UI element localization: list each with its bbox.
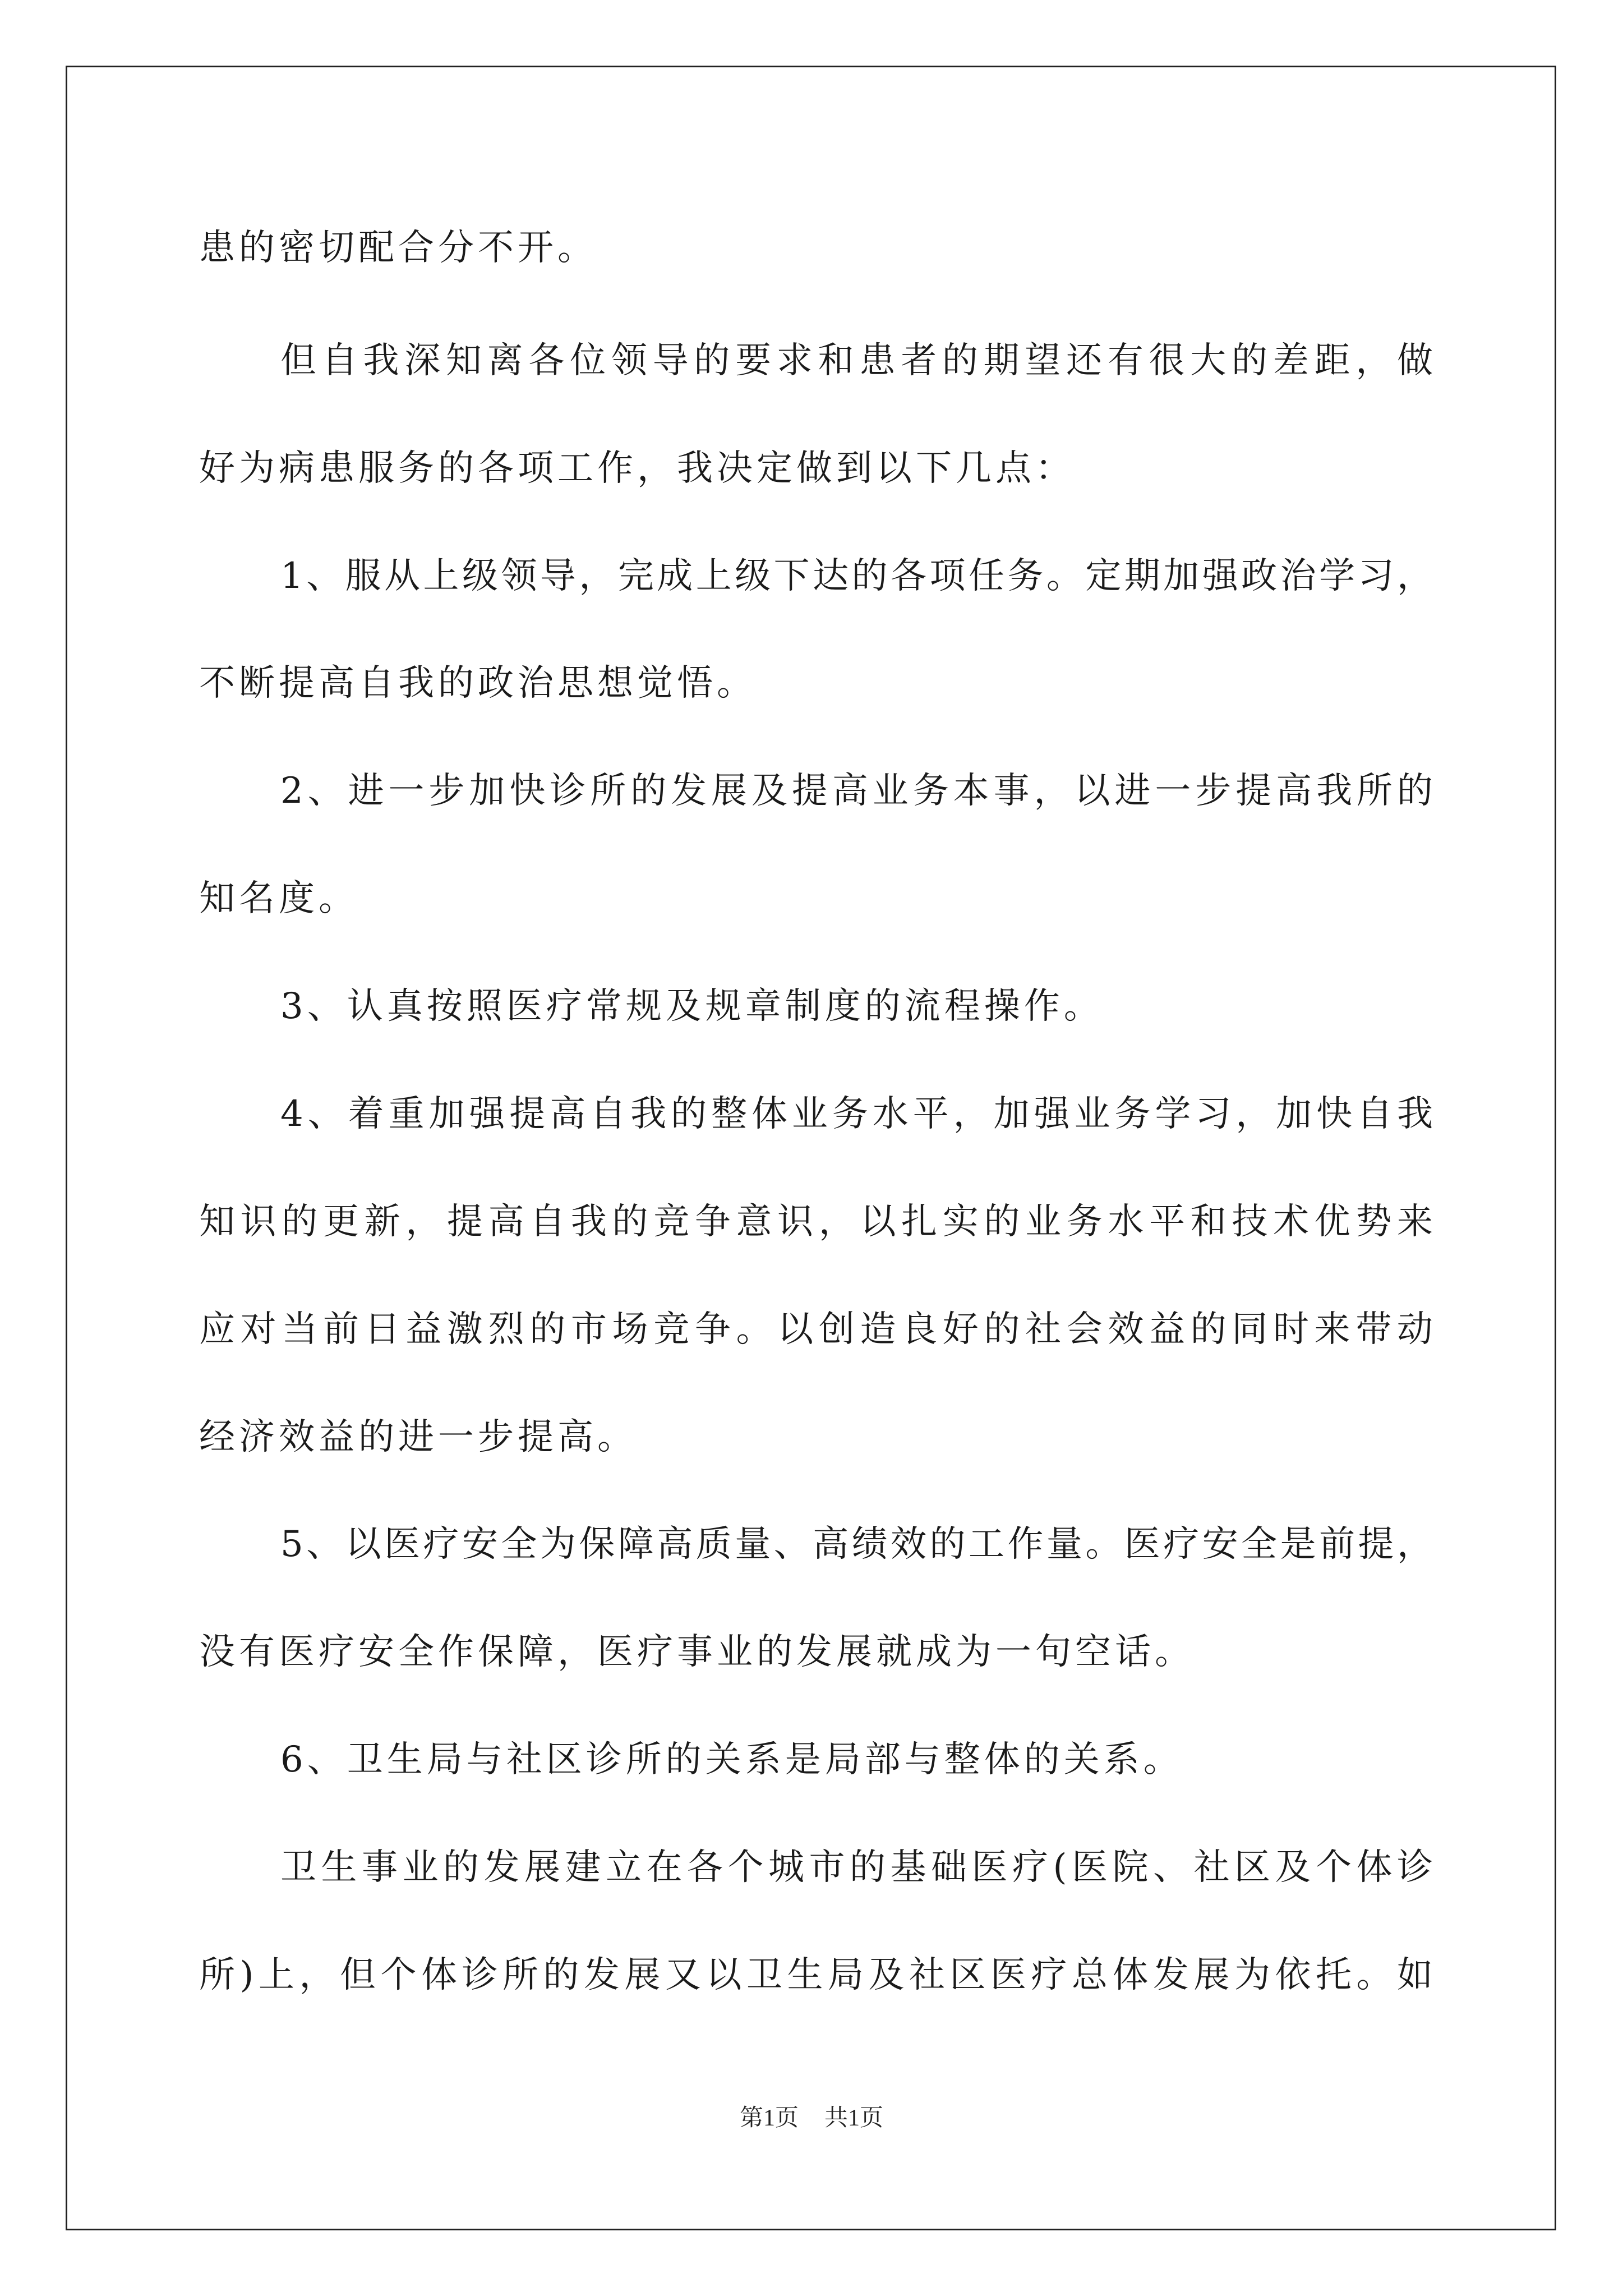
page-number: 第1页 xyxy=(739,2105,799,2131)
text-line: 所)上，但个体诊所的发展又以卫生局及社区医疗总体发展为依托。如 xyxy=(199,1954,1433,1996)
page-border xyxy=(66,66,1556,2230)
text-line: 但自我深知离各位领导的要求和患者的期望还有很大的差距，做 xyxy=(280,340,1433,381)
text-line: 没有医疗安全作保障，医疗事业的发展就成为一句空话。 xyxy=(199,1631,1195,1673)
text-line: 4、着重加强提高自我的整体业务水平，加强业务学习，加快自我 xyxy=(280,1093,1433,1135)
text-line: 好为病患服务的各项工作，我决定做到以下几点： xyxy=(199,448,1075,489)
text-line: 知识的更新，提高自我的竞争意识，以扎实的业务水平和技术优势来 xyxy=(199,1201,1433,1243)
page-footer xyxy=(0,2105,1623,2132)
page-total: 共1页 xyxy=(824,2105,884,2131)
text-line: 2、进一步加快诊所的发展及提高业务本事，以进一步提高我所的 xyxy=(280,770,1433,812)
text-line: 不断提高自我的政治思想觉悟。 xyxy=(199,662,757,704)
text-line: 应对当前日益激烈的市场竞争。以创造良好的社会效益的同时来带动 xyxy=(199,1309,1433,1350)
text-line: 卫生事业的发展建立在各个城市的基础医疗(医院、社区及个体诊 xyxy=(280,1847,1433,1888)
text-line: 经济效益的进一步提高。 xyxy=(199,1416,637,1458)
text-line: 6、卫生局与社区诊所的关系是局部与整体的关系。 xyxy=(280,1739,1183,1780)
text-line: 知名度。 xyxy=(199,878,358,919)
text-line: 5、以医疗安全为保障高质量、高绩效的工作量。医疗安全是前提， xyxy=(280,1524,1433,1565)
text-line: 1、服从上级领导，完成上级下达的各项任务。定期加强政治学习， xyxy=(280,555,1433,597)
text-line: 3、认真按照医疗常规及规章制度的流程操作。 xyxy=(280,986,1104,1027)
text-line: 患的密切配合分不开。 xyxy=(199,227,597,269)
